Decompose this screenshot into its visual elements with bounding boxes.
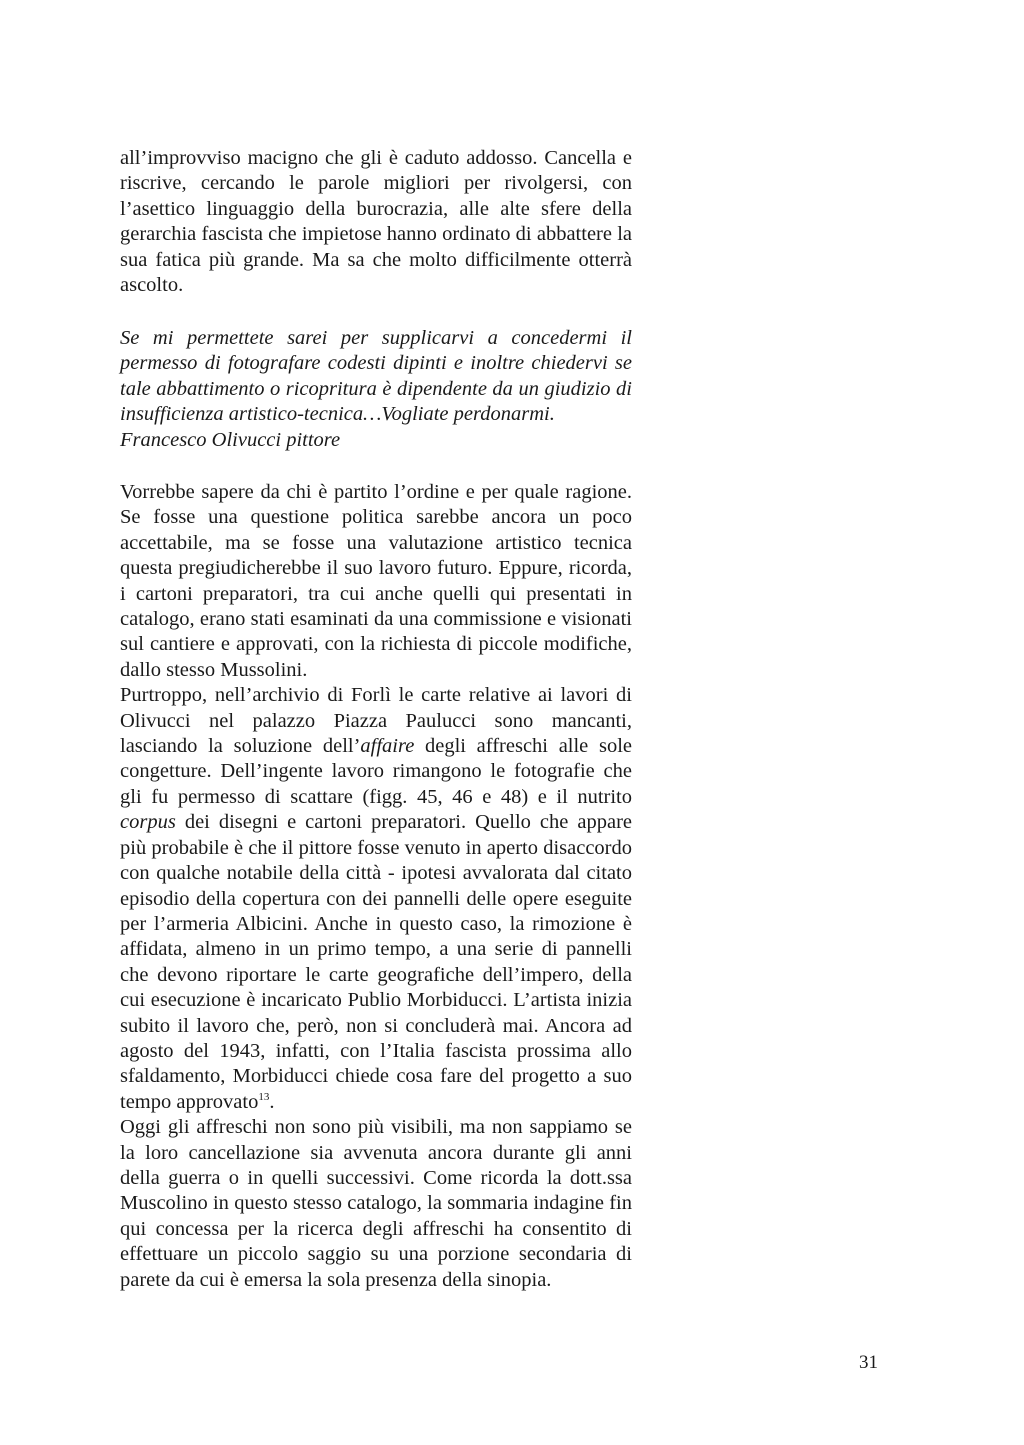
corpus-italic: corpus [120, 811, 176, 834]
page-number: 31 [859, 1352, 878, 1373]
part2-text-b: degli affreschi alle sole congetture. Dell’ingente lavoro rimangono le fotografie che gli fu permesso di scattare (figg. 45, 46 e 48) e il nutrito [120, 735, 632, 808]
intro-paragraph-text: all’improvviso macigno che gli è caduto addosso. Cancella e riscrive, cercando le parole migliori per rivolgersi, con l’asettico linguaggio della burocrazia, alle alte sfere della gerarchia fascista che impietose hanno ordinato di abbattere la sua fatica più grande. Ma sa che molto difficilmente otterrà ascolto. [120, 147, 632, 297]
main-paragraph-part3: Oggi gli affreschi non sono più visibili, ma non sappiamo se la loro cancellazione sia avvenuta ancora durante gli anni della guerra o in quelli successivi. Come ricorda la dott.ssa Muscolino in questo stesso catalogo, la sommaria indagine fin qui concessa per la ricerca degli affreschi ha consentito di effettuare un piccolo saggio su una porzione secondaria di parete da cui è emersa la sola presenza della sinopia. [120, 1116, 632, 1291]
main-paragraph-part2 [120, 683, 632, 1115]
footnote-reference[interactable]: 13 [258, 1090, 270, 1103]
part2-text-c: dei disegni e cartoni preparatori. Quello che appare più probabile è che il pittore fosse venuto in aperto disaccordo con qualche notabile della città - ipotesi avvalorata dal citato episodio della copertura con dei pannelli delle opere eseguite per l’armeria Albicini. Anche in questo caso, la rimozione è affidata, almeno in un primo tempo, a una serie di pannelli che devono riportare le carte geografiche dell’impero, della cui esecuzione è incaricato Publio Morbiducci. L’artista inizia subito il lavoro che, però, non si concluderà mai. Ancora ad agosto del 1943, infatti, con l’Italia fascista prossima allo sfaldamento, Morbiducci chiede cosa fare del progetto a suo tempo approvato [120, 811, 632, 1113]
affaire-italic: affaire [360, 735, 415, 758]
letter-quote-body: Se mi permettete sarei per supplicarvi a concedermi il permesso di fotografare codesti dipinti e inoltre chiedervi se tale abbattimento o ricopritura è dipendente da un giudizio di insufficienza artistico-tecnica…Vogliate perdonarmi. [120, 327, 632, 426]
intro-paragraph [120, 146, 632, 298]
part2-text-a: Purtroppo, nell’archivio di Forlì le carte relative ai lavori di Olivucci nel palazzo Piazza Paulucci sono mancanti, lasciando la soluzione dell’ [120, 684, 632, 758]
part2-text-d: . [269, 1090, 275, 1113]
main-paragraph [120, 480, 632, 1293]
letter-signature: Francesco Olivucci pittore [120, 428, 341, 451]
letter-quote [120, 326, 632, 453]
main-paragraph-part1: Vorrebbe sapere da chi è partito l’ordine e per quale ragione. Se fosse una questione politica sarebbe ancora un poco accettabile, ma se fosse una valutazione artistico tecnica questa pregiudicherebbe il suo lavoro futuro. Eppure, ricorda, i cartoni preparatori, tra cui anche quelli qui presentati in catalogo, erano stati esaminati da una commissione e visionati sul cantiere e approvati, con la richiesta di piccole modifiche, dallo stesso Mussolini. [120, 481, 632, 681]
